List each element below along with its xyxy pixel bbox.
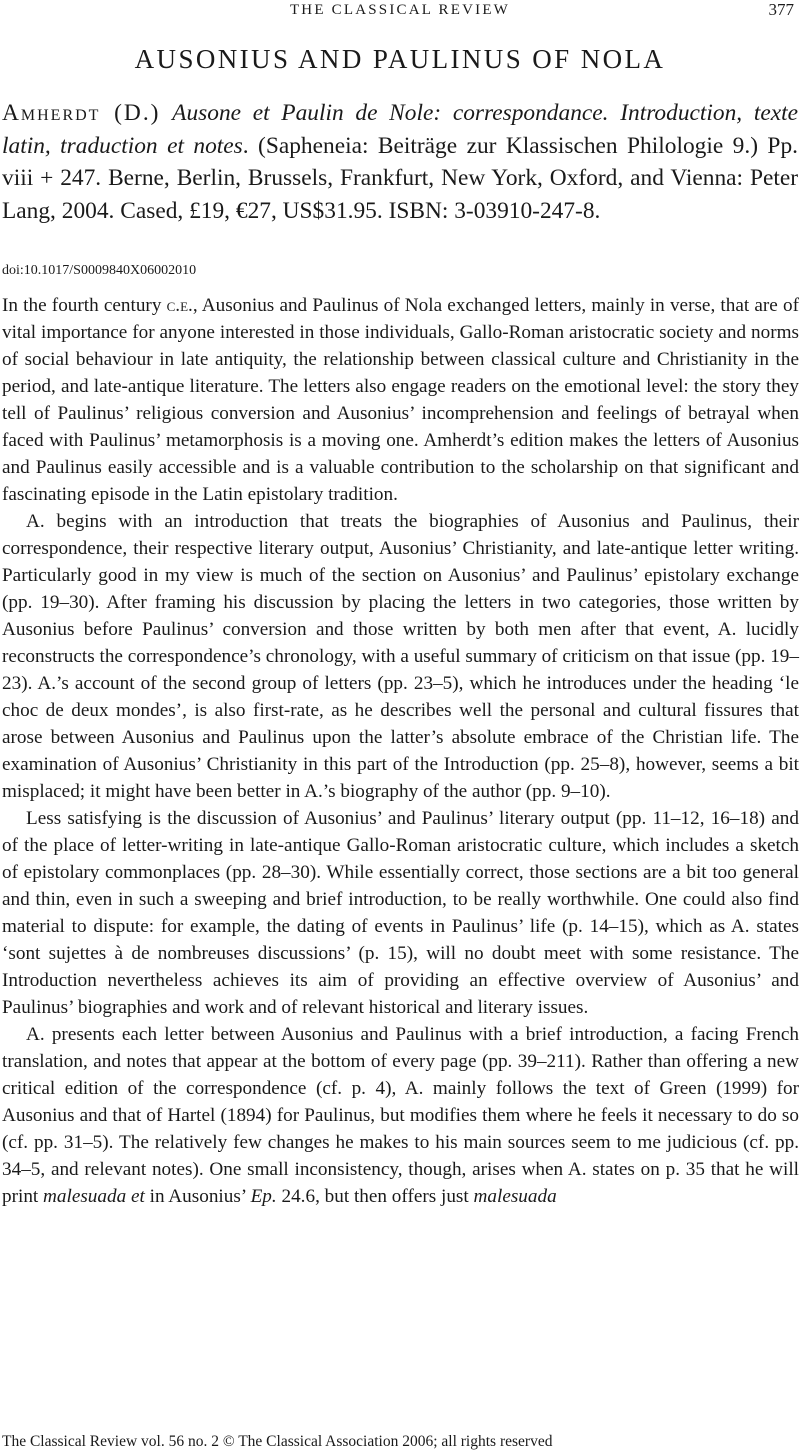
citation-book-title: Ausone et Paulin de Nole: correspondance. Introduction, texte latin, traduction et notes: [2, 100, 798, 159]
paragraph-4-mid: in Ausonius’: [144, 1186, 251, 1207]
paragraph-4-mid2: 24.6, but then offers just: [276, 1186, 474, 1207]
paragraph-1-rest: , Ausonius and Paulinus of Nola exchanged letters, mainly in verse, that are of vital importance for anyone interested in those individuals, Gallo-Roman aristocratic society and norms of social behaviour in late antiquity, the relationship between classical culture and Christianity in the period, and late-antique literature. The letters also engage readers on the emotional level: the story they tell of Paulinus’ religious conversion and Ausonius’ incomprehension and feelings of betrayal when faced with Paulinus’ metamorphosis is a moving one. Amherdt’s edition makes the letters of Ausonius and Paulinus easily accessible and is a valuable contribution to the scholarship on that significant and fascinating episode in the Latin epistolary tradition.: [2, 295, 799, 505]
era-abbreviation: c.e.: [166, 295, 193, 316]
doi: doi:10.1017/S0009840X06002010: [2, 263, 197, 278]
latin-phrase-1: malesuada et: [43, 1186, 145, 1207]
footer-copyright: The Classical Review vol. 56 no. 2 © The Classical Association 2006; all rights reserved: [2, 1433, 553, 1450]
running-title: THE CLASSICAL REVIEW: [289, 2, 511, 18]
latin-phrase-2: malesuada: [473, 1186, 557, 1207]
paragraph-4-start: A. presents each letter between Ausonius and Paulinus with a brief introduction, a facing French translation, and notes that appear at the bottom of every page (pp. 39–211). Rather than offering a new critical edition of the correspondence (cf. p. 4), A. mainly follows the text of Green (1999) for Ausonius and that of Hartel (1894) for Paulinus, but modifies them where he feels it necessary to do so (cf. pp. 31–5). The relatively few changes he makes to his main sources seem to me judicious (cf. pp. 34–5, and relevant notes). One small inconsistency, though, arises when A. states on p. 35 that he will print: [2, 1024, 799, 1207]
book-citation: [2, 97, 798, 227]
page-number: 377: [768, 0, 794, 19]
article-title: AUSONIUS AND PAULINUS OF NOLA: [134, 44, 666, 74]
paragraph-1-start: In the fourth century: [2, 295, 167, 316]
latin-abbrev-ep: Ep.: [250, 1186, 277, 1207]
paragraph-1: [2, 292, 799, 508]
paragraph-3: Less satisfying is the discussion of Ausonius’ and Paulinus’ literary output (pp. 11–12, 16–18) and of the place of letter-writing in late-antique Gallo-Roman aristocratic culture, which includes a sketch of epistolary commonplaces (pp. 28–30). While essentially correct, those sections are a bit too general and thin, even in such a sweeping and brief introduction, to be really worthwhile. One could also find material to dispute: for example, the dating of events in Paulinus’ life (p. 14–15), which as A. states ‘sont sujettes à de nombreuses discussions’ (p. 15), will no doubt meet with some resistance. The Introduction nevertheless achieves its aim of providing an effective overview of Ausonius’ and Paulinus’ biographies and work and of relevant historical and literary issues.: [2, 808, 799, 1018]
citation-details: . (Sapheneia: Beiträge zur Klassischen Philologie 9.) Pp. viii + 247. Berne, Berlin, Brussels, Frankfurt, New York, Oxford, and Vienna: Peter Lang, 2004. Cased, £19, €27, US$31.95. ISBN: 3-03910-247-8.: [2, 132, 798, 224]
citation-author: Amherdt (D.): [2, 100, 161, 126]
review-body: [2, 292, 799, 1210]
paragraph-2: A. begins with an introduction that treats the biographies of Ausonius and Paulinus, their correspondence, their respective literary output, Ausonius’ Christianity, and late-antique letter writing. Particularly good in my view is much of the section on Ausonius’ and Paulinus’ epistolary exchange (pp. 19–30). After framing his discussion by placing the letters in two categories, those written by Ausonius before Paulinus’ conversion and those written by both men after that event, A. lucidly reconstructs the correspondence’s chronology, with a useful summary of criticism on that issue (pp. 19–23). A.’s account of the second group of letters (pp. 23–5), which he introduces under the heading ‘le choc de deux mondes’, is also first-rate, as he describes well the personal and cultural fissures that arose between Ausonius and Paulinus upon the latter’s absolute embrace of the Christian life. The examination of Ausonius’ Christianity in this part of the Introduction (pp. 25–8), however, seems a bit misplaced; it might have been better in A.’s biography of the author (pp. 9–10).: [2, 511, 799, 802]
running-head: [0, 0, 800, 22]
paragraph-4: [2, 1021, 799, 1210]
